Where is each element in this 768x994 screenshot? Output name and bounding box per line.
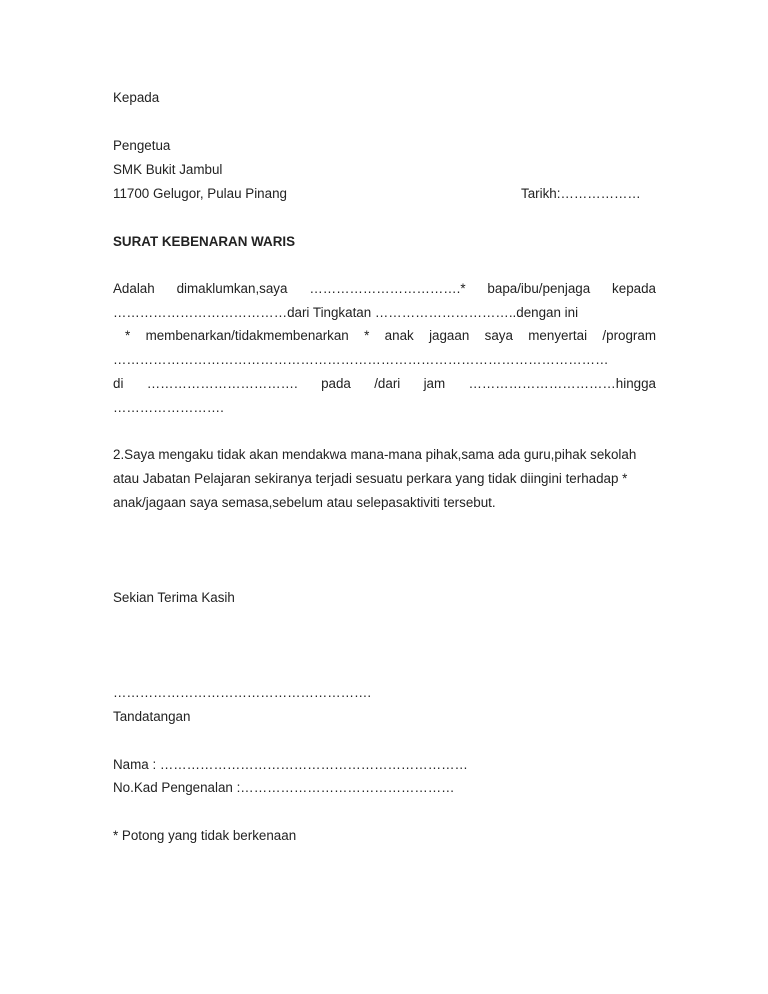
blank-field: ……………………………. [146, 376, 298, 391]
word: dimaklumkan,saya [176, 281, 288, 296]
word: menyertai [528, 328, 588, 343]
para2-line1: 2.Saya mengaku tidak akan mendakwa mana-mana pihak,sama ada guru,pihak sekolah [113, 447, 637, 462]
para1-line4: ………………………………………………………………………………………………… [113, 352, 609, 367]
salutation: Kepada [113, 90, 160, 105]
word: * [364, 328, 370, 343]
blank-field: …………………………….* [309, 281, 466, 296]
word: Adalah [113, 281, 155, 296]
blank-field: ……………………………hingga [468, 376, 656, 391]
para1-line3 [125, 328, 656, 344]
ic-field: No.Kad Pengenalan :………………………………………… [113, 780, 455, 795]
signature-label: Tandatangan [113, 709, 191, 724]
word: membenarkan/tidakmembenarkan [145, 328, 349, 343]
word: /program [602, 328, 656, 343]
word: /dari [374, 376, 401, 391]
word: pada [321, 376, 351, 391]
para1-line6: ……………………. [113, 400, 224, 415]
word: di [113, 376, 124, 391]
footnote: * Potong yang tidak berkenaan [113, 828, 297, 843]
word: jagaan [429, 328, 470, 343]
name-field: Nama : …………………………………………………………… [113, 757, 468, 772]
para2-line2: atau Jabatan Pelajaran sekiranya terjadi sesuatu perkara yang tidak diingini terhadap * [113, 471, 628, 486]
word: anak [384, 328, 414, 343]
para1-line1 [113, 281, 656, 297]
para1-line5 [113, 376, 656, 392]
date-field: Tarikh:……………… [521, 186, 641, 201]
word: bapa/ibu/penjaga [487, 281, 591, 296]
recipient-title: Pengetua [113, 138, 171, 153]
recipient-address: 11700 Gelugor, Pulau Pinang [113, 186, 287, 201]
signature-line: …………………………………………………. [113, 685, 372, 700]
recipient-school: SMK Bukit Jambul [113, 162, 223, 177]
word: * [125, 328, 131, 343]
word: jam [423, 376, 446, 391]
closing: Sekian Terima Kasih [113, 590, 235, 605]
word: saya [484, 328, 513, 343]
para2-line3: anak/jagaan saya semasa,sebelum atau selepasaktiviti tersebut. [113, 495, 496, 510]
letter-subject: SURAT KEBENARAN WARIS [113, 234, 296, 249]
para1-line2: …………………………………dari Tingkatan …………………………..dengan ini [113, 305, 579, 320]
word: kepada [612, 281, 656, 296]
